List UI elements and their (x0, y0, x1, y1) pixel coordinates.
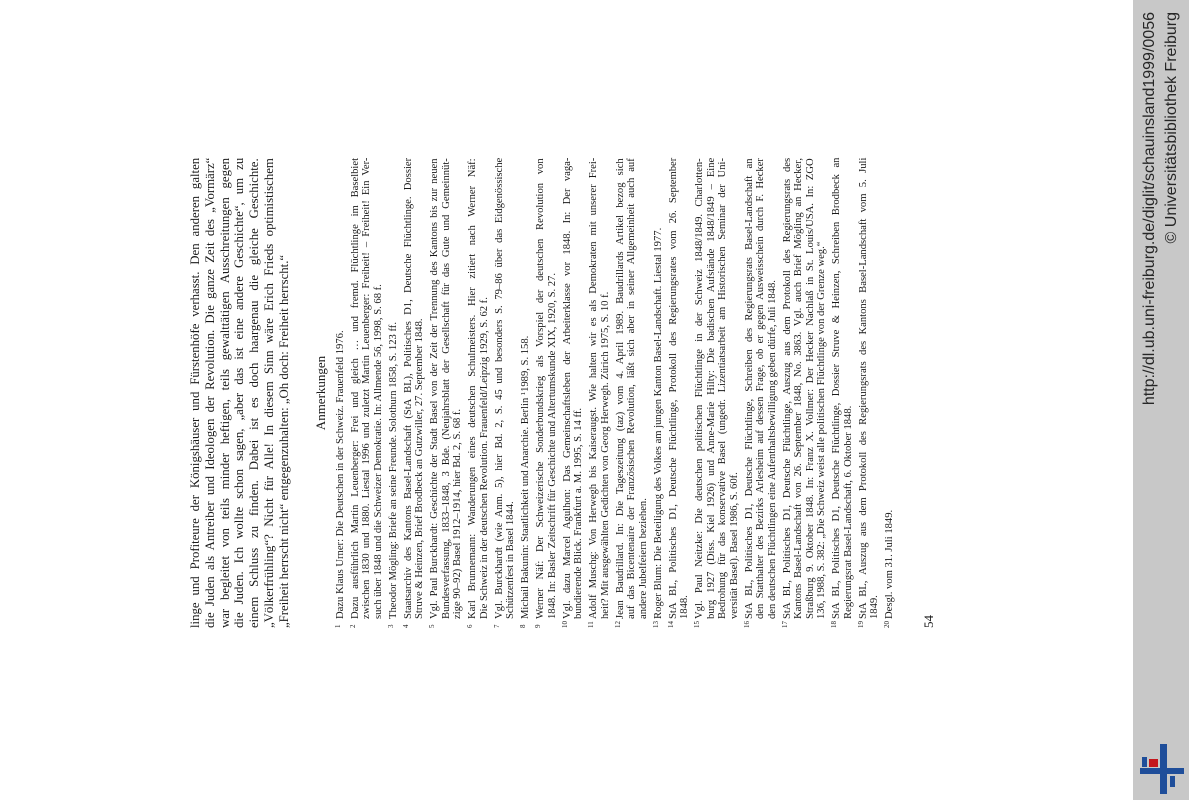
text-line-content: Dazu Klaus Urner: Die Deutschen in der Schweiz. Frauenfeld 1976. (334, 330, 346, 619)
footnote-number: 2 (348, 624, 357, 628)
footnote (694, 158, 740, 628)
text-line (388, 158, 400, 619)
text-line (505, 158, 517, 619)
text-line (615, 158, 627, 619)
text-line (729, 158, 741, 619)
footnote (884, 158, 896, 628)
library-logo (1137, 742, 1187, 796)
footnote-number: 17 (780, 621, 789, 628)
footnote (535, 158, 558, 628)
text-line (373, 158, 385, 619)
footnote-number: 15 (693, 621, 702, 628)
footnote (335, 158, 347, 628)
text-line-content: StA BL, Politisches D1, Deutsche Flüchtlinge, Protokoll des Regierungsrates vom 26. September (667, 157, 679, 619)
footnote-number: 11 (587, 621, 596, 628)
text-line-content: andere Jubelfeiern beziehen. (637, 498, 649, 619)
text-line (441, 158, 453, 619)
text-line (467, 158, 479, 619)
footnote (350, 158, 385, 628)
footnote (588, 158, 611, 628)
text-line (668, 158, 680, 619)
text-line-content: Karl Brunnemann: Wanderungen eines deutschen Schulmeisters. Hier zitiert nach Werner Näf: (467, 158, 479, 619)
text-line (335, 158, 347, 619)
footnote-number: 20 (883, 621, 892, 628)
text-line-content: den Statthalter des Bezirks Arlesheim auf dessen Frage, ob er gegen Ausweisschein durch F. Hecker (755, 158, 767, 619)
text-line-content: Jean Baudrillard. In: Die Tageszeitung (taz) vom 4. April 1989. Baudrillards Artikel bezog sich (614, 158, 626, 619)
text-line-content: Bundesverfassung, 1833–1848, 3 Bde. (Neujahrsblatt der Gesellschaft für das Gute und Gemeinnüt- (440, 158, 452, 619)
text-line-content: Straßburg 9. Oktober 1848. In: Franz X. Vollmer: Der Hecker Nachlaß in St. Louis/USA. In: ZGO (804, 158, 816, 619)
text-line (232, 158, 247, 628)
text-line (694, 158, 706, 619)
text-line (600, 158, 612, 619)
page-number: 54 (921, 615, 936, 628)
footnote-number: 14 (666, 621, 675, 628)
text-line-content: versität Basel). Basel 1986, S. 60f. (728, 472, 740, 619)
text-line (218, 158, 233, 628)
footnote-number: 9 (534, 624, 543, 628)
text-line (869, 158, 881, 619)
text-line-content: Vgl. Paul Neitzke: Die deutschen politischen Flüchtlinge in der Schweiz 1848/1849. Charlotten- (694, 158, 706, 619)
text-line (247, 158, 262, 628)
footnote (494, 158, 517, 628)
text-line-content: Adolf Muschg: Von Herwegh bis Kaiseraugst. Wie halten wir es als Demokraten mit unserer Frei- (588, 157, 600, 619)
footnote-number: 6 (466, 624, 475, 628)
text-line (831, 158, 843, 619)
text-line (573, 158, 585, 619)
book-page (188, 158, 938, 628)
text-line-content: such über 1848 und die Schweizer Demokratie. In: Allmende 56, 1998, S. 68 f. (372, 284, 384, 619)
text-line (782, 158, 794, 619)
text-line-content: die Juden. Ich wollte schon sagen, „aber das ist eine andere Geschichte“, um zu (232, 157, 247, 628)
text-line (547, 158, 559, 619)
footnote (467, 158, 490, 628)
text-line-content: Regierungsrat Basel-Landschaft, 6. Oktober 1848. (842, 405, 854, 619)
text-line (479, 158, 491, 619)
main-text (188, 158, 292, 628)
permalink-url: http://dl.ub.uni-freiburg.de/diglit/schauinsland1999/0056 (1141, 12, 1158, 406)
footnote-number: 12 (613, 621, 622, 628)
text-line-content: „Völkerfrühling“? Nicht für Alle! In diesem Sinn wäre Erich Frieds optimistischem (261, 158, 276, 628)
text-line-content: heit? Mit ausgewählten Gedichten von Georg Herwegh. Zürich 1975, S. 10 f. (599, 291, 611, 619)
text-line-content: 1849. (869, 595, 881, 619)
text-line-content: Vgl. dazu Marcel Agulhon: Das Gemeinschaftsleben der Arbeiterklasse vor 1848. In: Der vaga- (561, 157, 573, 619)
viewer-sidebar (1133, 0, 1189, 800)
text-line (805, 158, 817, 619)
text-line-content: Vgl. Burckhardt (wie Anm. 5), hier Bd. 2, S. 45 und besonders S. 79–86 über das Eidgenössische (493, 157, 505, 619)
text-line-content: StA BL, Auszug aus dem Protokoll des Regierungsrats des Kantons Basel-Landschaft vom 5. Juli (857, 157, 869, 619)
text-line (520, 158, 532, 619)
text-line (755, 158, 767, 619)
text-line (638, 158, 650, 619)
footnote-number: 1 (333, 624, 342, 628)
text-line-content: Roger Blum: Die Beteiligung des Volkes am jungen Kanton Basel-Landschaft. Liestal 1977. (652, 227, 664, 619)
text-line-content: war begleitet von teils minder heftigen, teils gewalttätigen Ausschreitungen gegen (217, 157, 232, 628)
footnote-number: 4 (401, 624, 410, 628)
text-line-content: auf das Bicentenaire der Französischen Revolution, läßt sich aber in seiner Allgemeinheit auch auf (626, 158, 638, 619)
text-line-content: Dazu ausführlich Martin Leuenberger: Frei und gleich … und fremd. Flüchtlinge im Baselbiet (349, 157, 361, 619)
footnote-number: 8 (519, 624, 528, 628)
text-line (414, 158, 426, 619)
text-line-content: Schützenfest in Basel 1844. (505, 501, 517, 619)
text-line-content: Theodor Mögling: Briefe an seine Freunde. Solothurn 1858, S. 123 ff. (387, 322, 399, 619)
footnote (429, 158, 464, 628)
text-line-content: linge und Profiteure der Königshäuser und Fürstenhöfe verhasst. Den anderen galten (188, 157, 202, 628)
footnote (831, 158, 854, 628)
footnote-number: 10 (560, 621, 569, 628)
text-line-content: Vgl. Paul Burckhardt: Geschichte der Stadt Basel von der Zeit der Trennung des Kantons bis zur neuen (429, 158, 441, 619)
text-line-content: StA BL, Politisches D1, Deutsche Flüchtlinge, Schreiben des Regierungsrats Basel-Landschaft an (743, 158, 755, 619)
footnotes (335, 158, 896, 628)
text-line-content: „Freiheit herrscht nicht“ entgegenzuhalten: „Oh doch: Freiheit herrscht.“ (276, 254, 291, 628)
text-line-content: 1848. (679, 595, 691, 619)
text-line-content: Werner Näf: Der Schweizerische Sonderbundskrieg als Vorspiel der deutschen Revolution von (535, 158, 547, 619)
text-line (744, 158, 756, 619)
text-line-content: die Juden als Antreiber und Ideologen der Revolution. Die ganze Zeit des „Vormärz“ (202, 157, 217, 628)
notes-heading: Anmerkungen (312, 355, 328, 431)
text-line-content: Struve & Heinzen, Brief Brodbeck an Gutzwiller, 27. September 1848. (414, 318, 426, 619)
text-line (793, 158, 805, 619)
footnote (562, 158, 585, 628)
text-line-content: Kantons Basel-Landschaft von 26. September 1848, No. 3863. Vgl. auch Brief Mögling an Hecker, (793, 158, 805, 619)
text-line (277, 158, 292, 628)
footnote (858, 158, 881, 628)
footnote-number: 19 (856, 621, 865, 628)
text-line (588, 158, 600, 619)
footnote-number: 7 (492, 624, 501, 628)
footnote (615, 158, 650, 628)
text-line-content: Bedrohung für das konservative Basel (ungedr. Lizentiatsarbeit am Historischen Seminar der Uni- (717, 158, 729, 619)
text-line (350, 158, 362, 619)
footnote-number: 18 (830, 621, 839, 628)
text-line (858, 158, 870, 619)
text-line (884, 158, 896, 619)
text-line (361, 158, 373, 619)
text-line-content: 136, 1988, S. 382: „Die Schweiz weist alle politischen Flüchtlinge von der Grenze weg.“ (816, 241, 828, 619)
footnote (744, 158, 779, 628)
text-line-content: einem Schluss zu finden. Dabei ist es doch haargenau die gleiche Geschichte. (247, 158, 262, 628)
text-line (767, 158, 779, 619)
text-line (626, 158, 638, 619)
text-line (679, 158, 691, 619)
footnote (653, 158, 665, 628)
footnote-number: 16 (742, 621, 751, 628)
text-line (562, 158, 574, 619)
text-line-content: Die Schweiz in der deutschen Revolution. Frauenfeld/Leipzig 1929, S. 62 f. (478, 297, 490, 619)
text-line-content: 1848. In: Basler Zeitschrift für Geschichte und Altertumskunde XIX, 1920, S. 27. (546, 273, 558, 619)
footnote (520, 158, 532, 628)
text-line-content: Desgl. vom 31. Juli 1849. (884, 509, 896, 619)
text-line (403, 158, 415, 619)
text-line-content: Staatsarchiv des Kantons Basel-Landschaft (StA BL), Politisches D1, Deutsche Flüchtlinge. Dossier (402, 157, 414, 619)
text-line-content: burg 1927 (Diss. Kiel 1926) und Anne-Marie Hilty: Die badischen Aufstände 1848/1849 – Eine (705, 157, 717, 619)
text-line (494, 158, 506, 619)
text-line-content: zige 90–92) Basel 1912–1914, hier Bd. 2, S. 68 f. (452, 408, 464, 619)
text-line-content: StA BL, Politisches D1, Deutsche Flüchtlinge, Auszug aus dem Protokoll des Regierungsrats des (781, 157, 793, 619)
text-line-content: bundierende Blick. Frankfurt a. M. 1995, S. 14 ff. (573, 407, 585, 619)
text-line (535, 158, 547, 619)
text-line (816, 158, 828, 619)
text-line (653, 158, 665, 619)
text-line-content: zwischen 1830 und 1880. Liestal 1996 und zuletzt Martin Leuenberger: Freiheit! – Freiheit! Ein Ver- (361, 157, 373, 619)
text-line-content: Michail Bakunin: Staatlichkeit und Anarchie. Berlin ¹1989, S. 158. (520, 335, 532, 619)
text-line-content: den deutschen Flüchtlingen eine Aufenthaltsbewilligung geben dürfe, Juli 1848. (766, 280, 778, 619)
text-line (188, 158, 203, 628)
text-line (706, 158, 718, 619)
text-line-content: StA BL, Politisches D1, Deutsche Flüchtlinge, Dossier Struve & Heinzen, Schreiben Brodbeck an (831, 157, 843, 619)
text-line (203, 158, 218, 628)
footnote (782, 158, 828, 628)
text-line (717, 158, 729, 619)
footnote (388, 158, 400, 628)
sidebar-credits (1139, 12, 1183, 712)
footnote-number: 3 (386, 624, 395, 628)
text-line (452, 158, 464, 619)
text-line (843, 158, 855, 619)
footnote-number: 13 (651, 621, 660, 628)
text-line (262, 158, 277, 628)
footnote-number: 5 (428, 624, 437, 628)
footnote (403, 158, 426, 628)
footnote (668, 158, 691, 628)
text-line (429, 158, 441, 619)
copyright-notice: © Universitätsbibliothek Freiburg (1163, 12, 1180, 244)
